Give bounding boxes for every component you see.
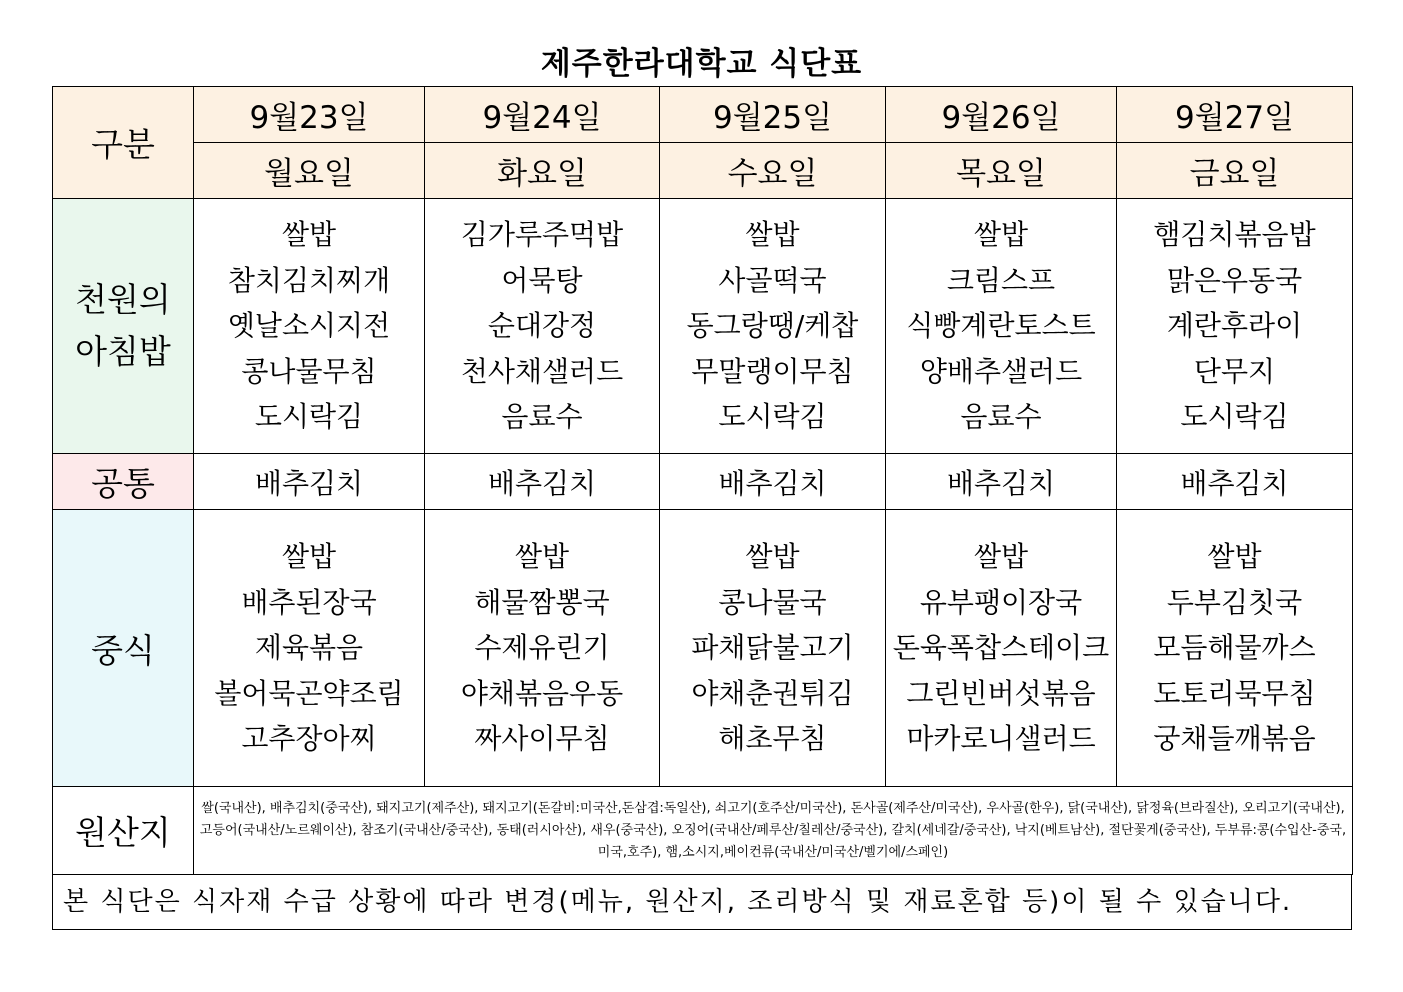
menu-item: 유부팽이장국 <box>919 585 1083 619</box>
origin-label: 원산지 <box>53 787 194 875</box>
menu-item: 음료수 <box>960 400 1042 434</box>
menu-item: 옛날소시지전 <box>227 309 391 343</box>
breakfast-menu-cell <box>660 199 886 454</box>
lunch-menu-cell <box>886 510 1117 787</box>
menu-item: 김가루주먹밥 <box>460 218 624 252</box>
menu-item: 사골떡국 <box>718 263 827 297</box>
menu-item: 볼어묵곤약조림 <box>214 676 404 710</box>
menu-item: 쌀밥 <box>745 540 800 574</box>
common-item: 배추김치 <box>425 454 660 510</box>
menu-item: 해초무침 <box>718 722 827 756</box>
menu-item: 궁채들깨볶음 <box>1153 722 1316 756</box>
menu-item: 도시락김 <box>1180 400 1289 434</box>
menu-item: 무말랭이무침 <box>691 354 854 388</box>
menu-item: 고추장아찌 <box>241 722 377 756</box>
menu-item: 콩나물국 <box>718 585 827 619</box>
common-label: 공통 <box>53 454 194 510</box>
header-label: 구분 <box>53 87 194 199</box>
menu-item: 마카로니샐러드 <box>906 722 1096 756</box>
weekday-cell: 월요일 <box>194 143 425 199</box>
menu-item: 쌀밥 <box>1207 540 1262 574</box>
date-cell: 9월25일 <box>660 87 886 143</box>
breakfast-label-line: 천원의 <box>75 280 171 319</box>
breakfast-menu-cell <box>425 199 660 454</box>
menu-item: 도시락김 <box>254 400 364 434</box>
menu-item: 짜사이무침 <box>474 722 610 756</box>
menu-item: 그린빈버섯볶음 <box>906 676 1096 710</box>
common-item: 배추김치 <box>194 454 425 510</box>
menu-item: 쌀밥 <box>514 540 570 574</box>
lunch-menu-cell <box>1117 510 1353 787</box>
menu-item: 제육볶음 <box>254 631 364 665</box>
menu-item: 배추된장국 <box>241 585 377 619</box>
menu-item: 쌀밥 <box>973 540 1029 574</box>
menu-item: 두부김칫국 <box>1166 585 1303 619</box>
breakfast-label <box>53 199 194 454</box>
page-title: 제주한라대학교 식단표 <box>540 46 863 82</box>
lunch-row <box>53 510 1353 787</box>
breakfast-menu-cell <box>1117 199 1353 454</box>
menu-item: 크림스프 <box>946 263 1056 297</box>
menu-item: 콩나물무침 <box>241 354 377 388</box>
menu-item: 쌀밥 <box>745 218 800 252</box>
lunch-menu-cell <box>425 510 660 787</box>
breakfast-label-line: 아침밥 <box>75 332 171 371</box>
menu-item: 파채닭불고기 <box>691 631 854 665</box>
menu-item: 도시락김 <box>718 400 827 434</box>
origin-text: 쌀(국내산), 배추김치(중국산), 돼지고기(제주산), 돼지고기(돈갈비:미국산,돈삼겹:독일산), 쇠고기(호주산/미국산), 돈사골(제주산/미국산), 우사골(한우), 닭(국내산), 닭정육(브라질산), 오리고기(국내산), 고등어(국내산/노르웨이산), 참조기(국내산/중국산), 동태(러시아산), 새우(중국산), 오징어(국내산/페루산/칠레산/중국산), 갈치(세네갈/중국산), 낙지(베트남산), 절단꽃게(중국산), 두부류:콩(수입산-중국,미국,호주), 햄,소시지,베이컨류(국내산/미국산/벨기에/스페인) <box>194 787 1353 875</box>
menu-item: 해물짬뽕국 <box>474 585 610 619</box>
weekday-cell: 금요일 <box>1117 143 1353 199</box>
lunch-label: 중식 <box>53 510 194 787</box>
breakfast-row <box>53 199 1353 454</box>
date-cell: 9월27일 <box>1117 87 1353 143</box>
menu-item: 수제유린기 <box>474 631 610 665</box>
menu-item: 쌀밥 <box>281 218 337 252</box>
date-cell: 9월23일 <box>194 87 425 143</box>
notice-text: 본 식단은 식자재 수급 상황에 따라 변경(메뉴, 원산지, 조리방식 및 재료혼합 등)이 될 수 있습니다. <box>52 874 1352 930</box>
weekday-row <box>53 143 1353 199</box>
menu-item: 순대강정 <box>487 309 597 343</box>
menu-item: 참치김치찌개 <box>227 263 391 297</box>
lunch-menu-cell <box>660 510 886 787</box>
menu-table <box>52 86 1353 875</box>
menu-item: 맑은우동국 <box>1166 263 1303 297</box>
menu-item: 햄김치볶음밥 <box>1153 218 1316 252</box>
menu-item: 도토리묵무침 <box>1153 676 1316 710</box>
common-item: 배추김치 <box>886 454 1117 510</box>
breakfast-menu-cell <box>886 199 1117 454</box>
menu-item: 계란후라이 <box>1166 309 1303 343</box>
menu-item: 모듬해물까스 <box>1153 631 1316 665</box>
lunch-menu-cell <box>194 510 425 787</box>
weekday-cell: 수요일 <box>660 143 886 199</box>
menu-item: 야채볶음우동 <box>460 676 624 710</box>
menu-item: 양배추샐러드 <box>919 354 1083 388</box>
menu-item: 단무지 <box>1193 354 1276 388</box>
common-item: 배추김치 <box>660 454 886 510</box>
date-row <box>53 87 1353 143</box>
menu-item: 야채춘권튀김 <box>691 676 854 710</box>
menu-item: 돈육폭찹스테이크 <box>892 631 1110 665</box>
date-cell: 9월26일 <box>886 87 1117 143</box>
common-item: 배추김치 <box>1117 454 1353 510</box>
date-cell: 9월24일 <box>425 87 660 143</box>
menu-item: 쌀밥 <box>281 540 337 574</box>
origin-row <box>53 787 1353 875</box>
common-row <box>53 454 1353 510</box>
menu-item: 어묵탕 <box>501 263 583 297</box>
breakfast-menu-cell <box>194 199 425 454</box>
weekday-cell: 목요일 <box>886 143 1117 199</box>
menu-item: 천사채샐러드 <box>460 354 624 388</box>
menu-item: 식빵계란토스트 <box>906 309 1096 343</box>
menu-item: 쌀밥 <box>973 218 1029 252</box>
menu-item: 동그랑땡/케찹 <box>686 309 859 343</box>
weekday-cell: 화요일 <box>425 143 660 199</box>
menu-item: 음료수 <box>501 400 583 434</box>
